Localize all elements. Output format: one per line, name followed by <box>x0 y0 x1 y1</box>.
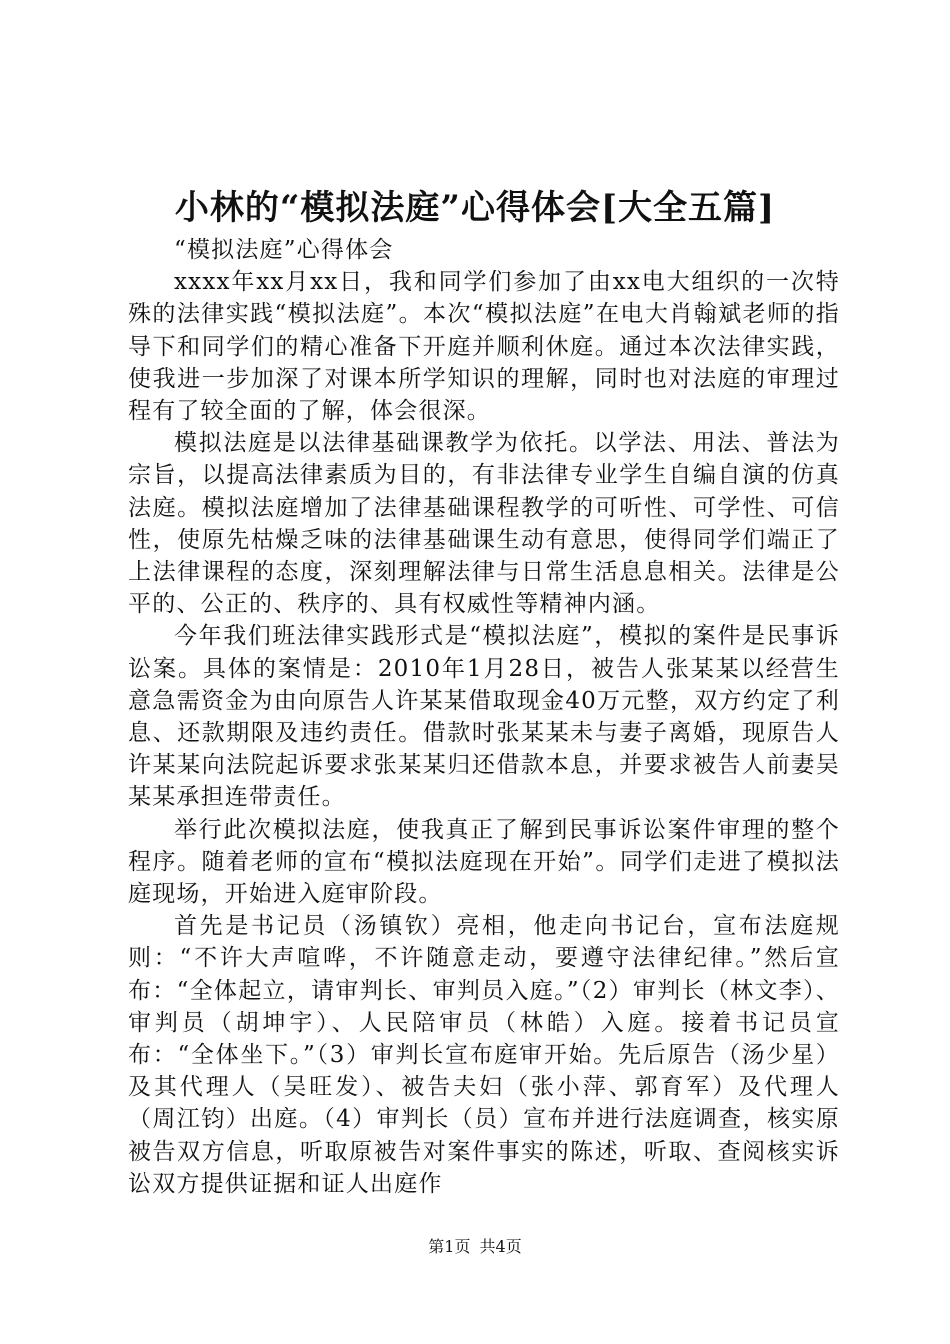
document-body <box>128 234 840 1200</box>
paragraph-2: 模拟法庭是以法律基础课教学为依托。以学法、用法、普法为宗旨，以提高法律素质为目的，有非法律专业学生自编自演的仿真法庭。模拟法庭增加了法律基础课程教学的可听性、可学性、可信性，使原先枯燥乏味的法律基础课生动有意思，使得同学们端正了上法律课程的态度，深刻理解法律与日常生活息息相关。法律是公平的、公正的、秩序的、具有权威性等精神内涵。 <box>128 430 840 618</box>
paragraph-3: 今年我们班法律实践形式是“模拟法庭”，模拟的案件是民事诉讼案。具体的案情是：2010年1月28日，被告人张某某以经营生意急需资金为由向原告人许某某借取现金40万元整，双方约定了利息、还款期限及违约责任。借款时张某某未与妻子离婚，现原告人许某某向法院起诉要求张某某归还借款本息，并要求被告人前妻吴某某承担连带责任。 <box>128 623 840 811</box>
section-subtitle: “模拟法庭”心得体会 <box>174 237 394 263</box>
document-title: 小林的“模拟法庭”心得体会[大全五篇] <box>174 188 776 228</box>
paragraph-5: 首先是书记员（汤镇钦）亮相，他走向书记台，宣布法庭规则：“不许大声喧哗，不许随意走动，要遵守法律纪律。”然后宣布：“全体起立，请审判长、审判员入庭。”（2）审判长（林文李）、审判员（胡坤宇）、人民陪审员（林皓）入庭。接着书记员宣布：“全体坐下。”（3）审判长宣布庭审开始。先后原告（汤少星）及其代理人（吴旺发）、被告夫妇（张小萍、郭育军）及代理人（周江钧）出庭。（4）审判长（员）宣布并进行法庭调查，核实原被告双方信息，听取原被告对案件事实的陈述，听取、查阅核实诉讼双方提供证据和证人出庭作 <box>128 913 840 1197</box>
page-total: 共4页 <box>479 1237 522 1256</box>
page-footer <box>0 1236 950 1258</box>
page-number: 第1页 <box>428 1237 471 1256</box>
paragraph-1: xxxx年xx月xx日，我和同学们参加了由xx电大组织的一次特殊的法律实践“模拟法庭”。本次“模拟法庭”在电大肖翰斌老师的指导下和同学们的精心准备下开庭并顺利休庭。通过本次法律实践，使我进一步加深了对课本所学知识的理解，同时也对法庭的审理过程有了较全面的了解，体会很深。 <box>128 269 840 425</box>
paragraph-4: 举行此次模拟法庭，使我真正了解到民事诉讼案件审理的整个程序。随着老师的宣布“模拟法庭现在开始”。同学们走进了模拟法庭现场，开始进入庭审阶段。 <box>128 816 840 908</box>
